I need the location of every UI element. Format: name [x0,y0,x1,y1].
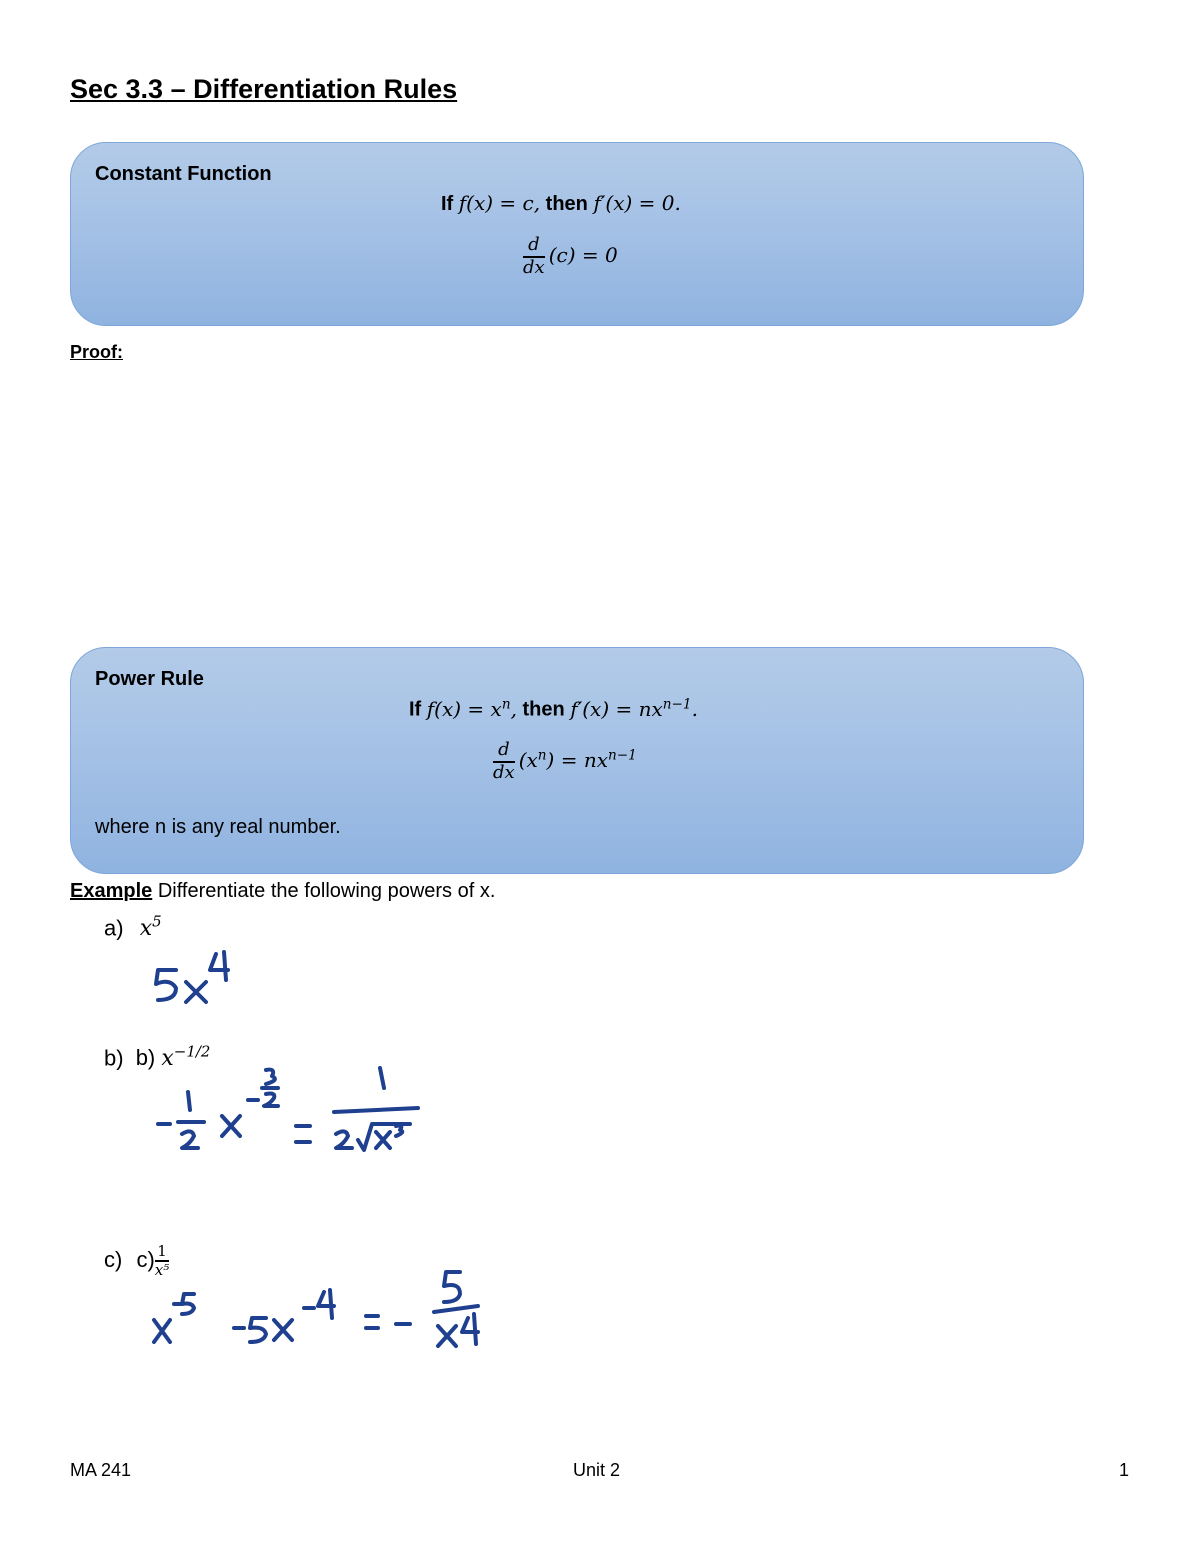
footer-unit: Unit 2 [573,1460,621,1480]
power-rule-note: where n is any real number. [95,816,341,838]
handwritten-answer-c [148,1262,488,1352]
power-rule-title: Power Rule [95,668,204,690]
footer-page-number: 1 [1119,1460,1130,1480]
footer-course: MA 241 [70,1460,132,1480]
constant-rule-statement: If f(x) = c, then f′(x) = 0. [441,191,681,215]
constant-function-title: Constant Function [95,163,272,185]
power-rule-statement: If $f(x) = x^n$, then $f'(x) = nx^{n-1}$. [409,696,698,721]
one-over-x5-fraction: $\frac{1}{\text{x⁵}}$ [154,1242,170,1280]
example-heading [70,880,495,903]
example-item-c: c) c) $\frac{1}{\text{x⁵}}$ [104,1242,170,1280]
power-derivative-formula: $\frac{d}{dx}$ $(x^n) = nx^{n-1}$ [493,739,637,783]
example-item-a: a) $x^5$ [104,913,162,942]
example-item-b: b) b) $x^{-1/2}$ [104,1043,211,1072]
page-title: Sec 3.3 – Differentiation Rules [70,74,458,104]
constant-function-box [70,142,1084,326]
handwritten-answer-a [150,948,250,1008]
example-instruction: Differentiate the following powers of x. [152,880,496,902]
example-label: Example [70,880,153,902]
d-dx-fraction: $\frac{d}{dx}$ [523,234,545,278]
proof-label: Proof: [70,342,123,362]
power-rule-box [70,647,1084,874]
handwritten-answer-b [150,1060,430,1160]
constant-derivative-formula: $\frac{d}{dx}$ (c) = 0 [523,234,618,278]
d-dx-fraction: $\frac{d}{dx}$ [493,739,515,783]
